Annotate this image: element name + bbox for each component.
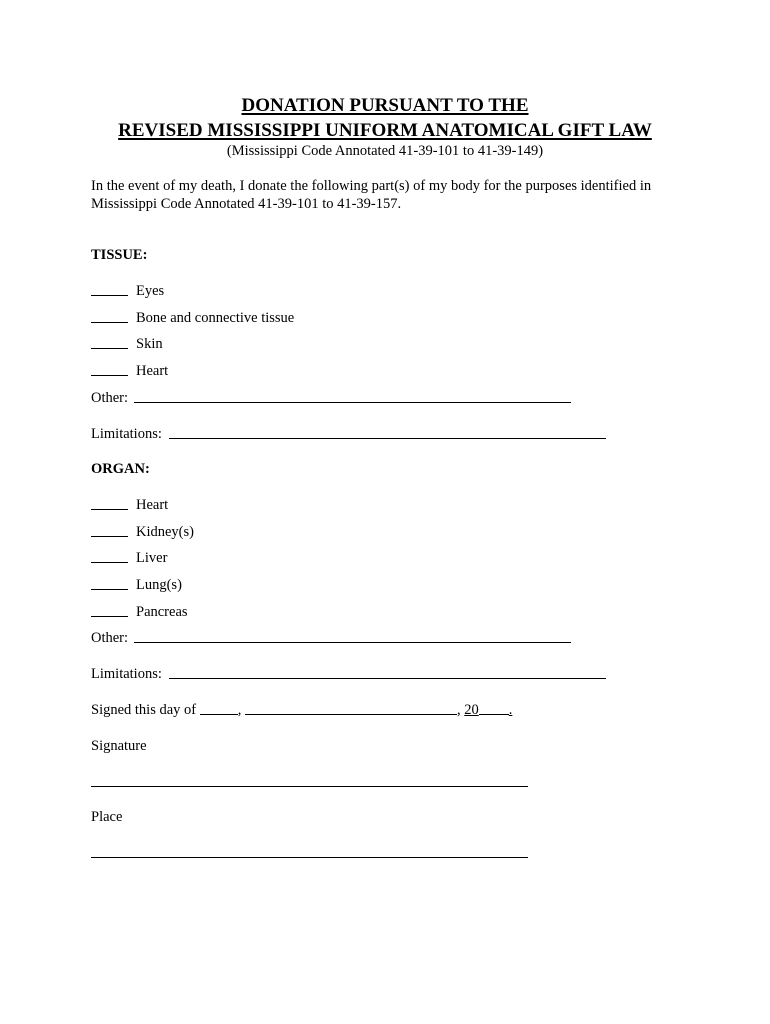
organ-other-field[interactable] — [134, 642, 571, 643]
organ-pancreas-checkbox-blank[interactable] — [91, 615, 128, 617]
signed-date-line — [91, 703, 512, 718]
comma: , — [237, 702, 242, 718]
tissue-heading: TISSUE: — [91, 247, 148, 263]
organ-item-lung — [91, 578, 182, 593]
intro-line-1: In the event of my death, I donate the following part(s) of my body for the purposes identified in — [91, 178, 652, 194]
organ-liver-checkbox-blank[interactable] — [91, 561, 128, 563]
intro-line-2: Mississippi Code Annotated 41-39-101 to 41-39-157. — [91, 196, 402, 212]
organ-item-heart — [91, 498, 168, 513]
signature-label: Signature — [91, 738, 147, 754]
organ-kidney-checkbox-blank[interactable] — [91, 535, 128, 537]
organ-item-kidney — [91, 525, 194, 540]
place-field[interactable] — [91, 857, 528, 858]
tissue-limitations-label: Limitations: — [91, 426, 162, 442]
organ-item-label: Heart — [136, 497, 169, 513]
signed-year-field[interactable] — [479, 713, 509, 715]
tissue-item-eyes — [91, 284, 164, 299]
tissue-skin-checkbox-blank[interactable] — [91, 347, 128, 349]
organ-limitations-field[interactable] — [169, 678, 606, 679]
title-line-2: REVISED MISSISSIPPI UNIFORM ANATOMICAL GIFT LAW — [118, 120, 652, 141]
organ-item-pancreas — [91, 605, 188, 620]
organ-lung-checkbox-blank[interactable] — [91, 588, 128, 590]
signed-day-field[interactable] — [200, 713, 238, 715]
title-line-1: DONATION PURSUANT TO THE — [241, 95, 529, 116]
subtitle: (Mississippi Code Annotated 41-39-101 to 41-39-149) — [226, 143, 544, 159]
tissue-item-label: Bone and connective tissue — [136, 310, 295, 326]
organ-item-liver — [91, 551, 167, 566]
period: . — [508, 702, 513, 718]
tissue-bone-checkbox-blank[interactable] — [91, 321, 128, 323]
organ-item-label: Kidney(s) — [136, 524, 194, 540]
signed-prefix: Signed this day of — [91, 702, 197, 718]
organ-other-label: Other: — [91, 630, 129, 646]
organ-heart-checkbox-blank[interactable] — [91, 508, 128, 510]
organ-heading: ORGAN: — [91, 461, 150, 477]
tissue-item-heart — [91, 364, 168, 379]
tissue-limitations-field[interactable] — [169, 438, 606, 439]
tissue-item-skin — [91, 337, 163, 352]
organ-item-label: Liver — [136, 550, 168, 566]
tissue-eyes-checkbox-blank[interactable] — [91, 294, 128, 296]
tissue-other-field[interactable] — [134, 402, 571, 403]
signed-month-field[interactable] — [245, 713, 457, 715]
tissue-item-label: Eyes — [136, 283, 165, 299]
tissue-item-bone — [91, 311, 294, 326]
tissue-other-label: Other: — [91, 390, 129, 406]
organ-limitations-label: Limitations: — [91, 666, 162, 682]
tissue-heart-checkbox-blank[interactable] — [91, 374, 128, 376]
year-prefix: 20 — [464, 702, 479, 718]
comma: , — [457, 702, 461, 718]
tissue-item-label: Skin — [136, 336, 163, 352]
organ-item-label: Lung(s) — [136, 577, 182, 593]
place-label: Place — [91, 809, 123, 825]
tissue-item-label: Heart — [136, 363, 169, 379]
organ-item-label: Pancreas — [136, 604, 188, 620]
signature-field[interactable] — [91, 786, 528, 787]
